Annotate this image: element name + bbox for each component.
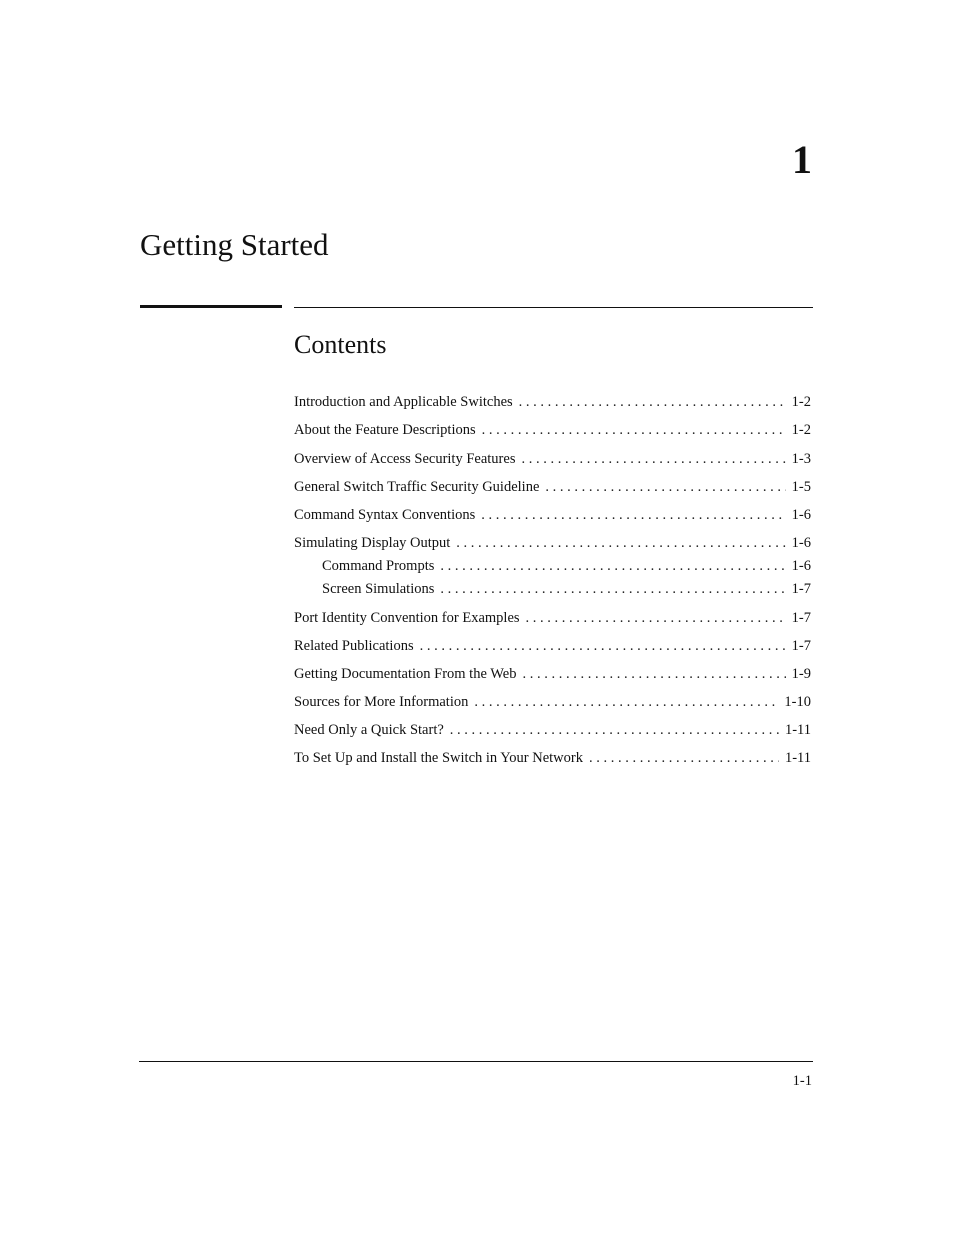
toc-dot-leader [545, 479, 785, 496]
footer-rule [139, 1061, 813, 1062]
toc-entry[interactable] [294, 394, 811, 411]
chapter-rule-thin [294, 307, 813, 308]
toc-entry-title: General Switch Traffic Security Guideline [294, 479, 540, 495]
toc-entry[interactable] [294, 479, 811, 496]
toc-entry[interactable] [294, 610, 811, 627]
toc-entry-title: Sources for More Information [294, 694, 469, 710]
toc-entry-page: 1-11 [784, 750, 811, 766]
toc-dot-leader [481, 507, 785, 524]
toc-entry[interactable] [294, 694, 811, 711]
toc-dot-leader [450, 722, 779, 739]
toc-entry-page: 1-6 [791, 535, 811, 551]
toc-dot-leader [440, 581, 785, 598]
toc-entry-title: Simulating Display Output [294, 535, 451, 551]
toc-entry-page: 1-9 [791, 666, 811, 682]
toc-entry[interactable] [294, 666, 811, 683]
toc-dot-leader [589, 750, 779, 767]
toc-dot-leader [456, 535, 785, 552]
toc-entry-title: To Set Up and Install the Switch in Your Network [294, 750, 583, 766]
footer-page-number: 1-1 [792, 1073, 812, 1089]
toc-entry[interactable] [294, 451, 811, 468]
toc-entry-title: Related Publications [294, 638, 414, 654]
toc-dot-leader [522, 666, 785, 683]
toc-entry-page: 1-2 [791, 422, 811, 438]
toc-entry[interactable] [294, 535, 811, 552]
toc-entry-title: Screen Simulations [322, 581, 435, 597]
toc-entry-page: 1-3 [791, 451, 811, 467]
toc-entry-title: Need Only a Quick Start? [294, 722, 444, 738]
toc-entry-title: Overview of Access Security Features [294, 451, 516, 467]
toc-entry-page: 1-7 [791, 638, 811, 654]
toc-entry-page: 1-7 [791, 610, 811, 626]
toc-entry-page: 1-11 [784, 722, 811, 738]
toc-entry-title: Port Identity Convention for Examples [294, 610, 520, 626]
chapter-number: 1 [792, 137, 812, 182]
toc-dot-leader [521, 451, 785, 468]
toc-dot-leader [519, 394, 786, 411]
toc-entry-page: 1-7 [791, 581, 811, 597]
contents-heading: Contents [294, 330, 387, 359]
toc-dot-leader [482, 422, 786, 439]
toc-dot-leader [440, 558, 785, 575]
toc-subentry[interactable] [322, 581, 811, 598]
toc-entry[interactable] [294, 722, 811, 739]
toc-entry-page: 1-2 [791, 394, 811, 410]
toc-entry-title: Introduction and Applicable Switches [294, 394, 513, 410]
chapter-title: Getting Started [140, 227, 329, 262]
toc-entry[interactable] [294, 638, 811, 655]
toc-entry-page: 1-5 [791, 479, 811, 495]
toc-entry-page: 1-6 [791, 507, 811, 523]
toc-entry[interactable] [294, 422, 811, 439]
toc-dot-leader [420, 638, 786, 655]
toc-entry-title: Command Syntax Conventions [294, 507, 476, 523]
toc-entry-title: About the Feature Descriptions [294, 422, 476, 438]
toc-entry-page: 1-10 [784, 694, 811, 710]
chapter-rule-thick [140, 305, 282, 308]
toc-entry[interactable] [294, 507, 811, 524]
toc-subentry[interactable] [322, 558, 811, 575]
toc-dot-leader [474, 694, 778, 711]
toc-entry-page: 1-6 [791, 558, 811, 574]
toc-entry[interactable] [294, 750, 811, 767]
toc-entry-title: Command Prompts [322, 558, 435, 574]
toc-entry-title: Getting Documentation From the Web [294, 666, 517, 682]
toc-dot-leader [526, 610, 786, 627]
